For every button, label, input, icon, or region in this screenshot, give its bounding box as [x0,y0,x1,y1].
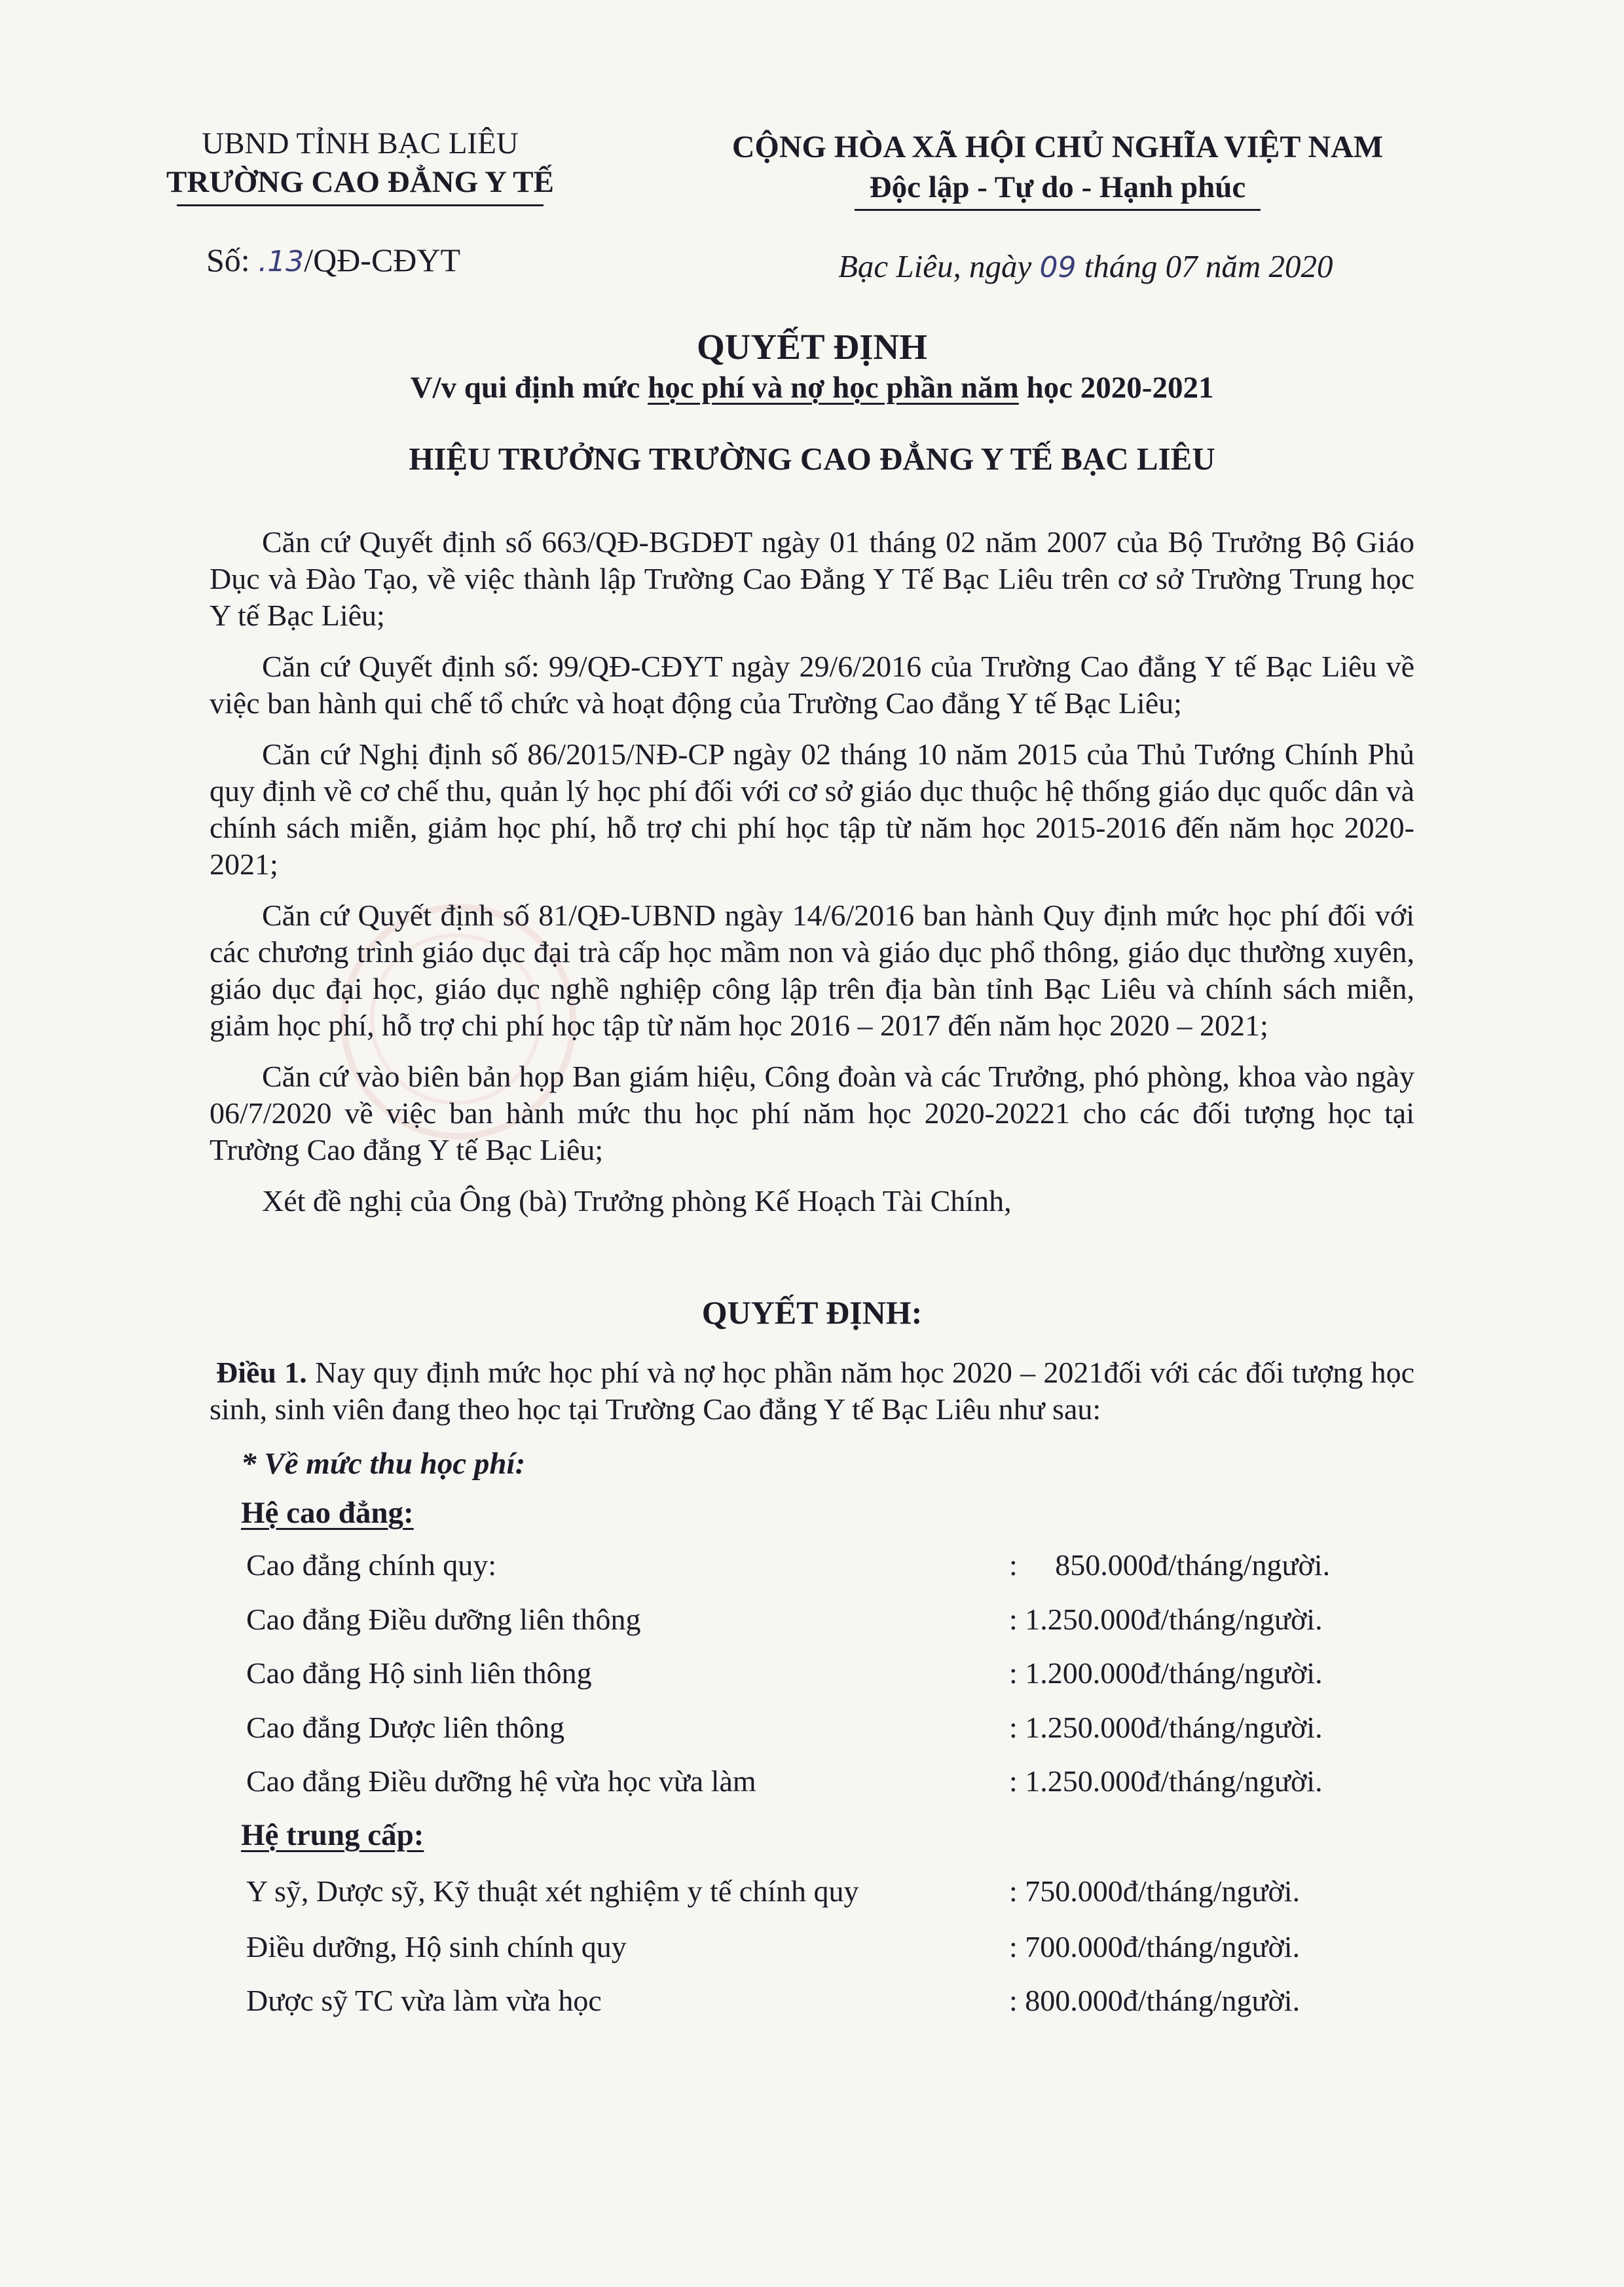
date-suffix: tháng 07 năm 2020 [1076,248,1333,284]
fee-amount: : 850.000đ/tháng/người. [1009,1548,1331,1582]
article-1 [210,1354,1414,1428]
preamble-item: Căn cứ Nghị định số 86/2015/NĐ-CP ngày 02 tháng 10 năm 2015 của Thủ Tướng Chính Phủ quy định về cơ chế thu, quản lý học phí đối với cơ sở giáo dục thuộc hệ thống giáo dục quốc dân và chính sách miễn, giảm học phí, hỗ trợ chi phí học tập từ năm học 2015-2016 đến năm học 2020-2021; [210,737,1414,881]
issuer-block [151,124,570,206]
subject-suffix: học 2020-2021 [1018,371,1214,405]
fee-program: Cao đẳng Dược liên thông [246,1711,565,1744]
preamble-item: Căn cứ Quyết định số 663/QĐ-BGDĐT ngày 01 tháng 02 năm 2007 của Bộ Trưởng Bộ Giáo Dục và Đào Tạo, về việc thành lập Trường Cao Đẳng Y Tế Bạc Liêu trên cơ sở Trường Trung học Y tế Bạc Liêu; [210,525,1414,632]
fee-program: Dược sỹ TC vừa làm vừa học [246,1984,602,2017]
date-day-handwritten: 09 [1039,251,1077,284]
decision-title: QUYẾT ĐỊNH [697,327,927,367]
issuer-name: TRƯỜNG CAO ĐẲNG Y TẾ [166,165,554,199]
fee-program: Cao đẳng Điều dưỡng liên thông [246,1603,641,1636]
fee-amount: : 1.250.000đ/tháng/người. [1009,1764,1323,1798]
date-prefix: Bạc Liêu, ngày [838,248,1040,284]
fee-program: Điều dưỡng, Hộ sinh chính quy [246,1930,627,1963]
subject-prefix: V/v qui định mức [410,371,648,405]
number-handwritten: .13 [258,245,304,278]
authority-title: HIỆU TRƯỞNG TRƯỜNG CAO ĐẲNG Y TẾ BẠC LIÊU [409,441,1215,477]
subject-underlined: học phí và nợ học phần năm [648,371,1019,405]
decision-subject [0,370,1624,405]
article-1-text: Nay quy định mức học phí và nợ học phần năm học 2020 – 2021đối với các đối tượng học sinh, sinh viên đang theo học tại Trường Cao đẳng Y tế Bạc Liêu như sau: [210,1356,1414,1426]
preamble-item: Căn cứ Quyết định số: 99/QĐ-CĐYT ngày 29/6/2016 của Trường Cao đẳng Y tế Bạc Liêu về việc ban hành qui chế tổ chức và hoạt động của Trường Cao đẳng Y tế Bạc Liêu; [210,650,1414,720]
preamble-item: Căn cứ Quyết định số 81/QĐ-UBND ngày 14/6/2016 ban hành Quy định mức học phí đối với các chương trình giáo dục đại trà cấp học mầm non và giáo dục phổ thông, giáo dục thường xuyên, giáo dục đại học, giáo dục nghề nghiệp công lập trên địa bàn tỉnh Bạc Liêu và chính sách miễn, giảm học phí, hỗ trợ chi phí học tập từ năm học 2016 – 2017 đến năm học 2020 – 2021; [210,899,1414,1042]
fee-amount: : 1.250.000đ/tháng/người. [1009,1603,1323,1636]
number-prefix: Số: [206,242,259,278]
motto-underline [855,209,1261,211]
date-line [838,248,1333,285]
fee-program: Y sỹ, Dược sỹ, Kỹ thuật xét nghiệm y tế chính quy [246,1874,859,1908]
college-heading: Hệ cao đẳng: [241,1496,414,1530]
national-header [681,128,1434,211]
article-1-label: Điều 1. [216,1356,307,1389]
intermediate-heading: Hệ trung cấp: [241,1818,424,1852]
fee-amount: : 1.200.000đ/tháng/người. [1009,1656,1323,1690]
republic-name: CỘNG HÒA XÃ HỘI CHỦ NGHĨA VIỆT NAM [731,130,1384,164]
fee-program: Cao đẳng chính quy: [246,1548,496,1582]
document-number [206,241,460,279]
fee-program: Cao đẳng Điều dưỡng hệ vừa học vừa làm [246,1764,756,1798]
fee-program: Cao đẳng Hộ sinh liên thông [246,1656,592,1690]
number-suffix: /QĐ-CĐYT [304,242,461,278]
fee-heading: * Về mức thu học phí: [241,1447,526,1481]
fee-amount: : 700.000đ/tháng/người. [1009,1930,1301,1963]
issuer-underline [177,204,544,206]
issuer-parent: UBND TỈNH BẠC LIÊU [202,126,519,160]
fee-amount: : 800.000đ/tháng/người. [1009,1984,1301,2017]
preamble-item: Căn cứ vào biên bản họp Ban giám hiệu, Công đoàn và các Trưởng, phó phòng, khoa vào ngày 06/7/2020 về việc ban hành mức thu học phí năm học 2020-20221 cho các đối tượng học tại Trường Cao đẳng Y tế Bạc Liêu; [210,1060,1414,1166]
fee-amount: : 1.250.000đ/tháng/người. [1009,1711,1323,1744]
decision-heading: QUYẾT ĐỊNH: [701,1294,923,1331]
preamble [210,524,1414,1234]
national-motto: Độc lập - Tự do - Hạnh phúc [869,170,1246,204]
preamble-item: Xét đề nghị của Ông (bà) Trưởng phòng Kế Hoạch Tài Chính, [262,1184,1012,1218]
fee-amount: : 750.000đ/tháng/người. [1009,1874,1301,1908]
